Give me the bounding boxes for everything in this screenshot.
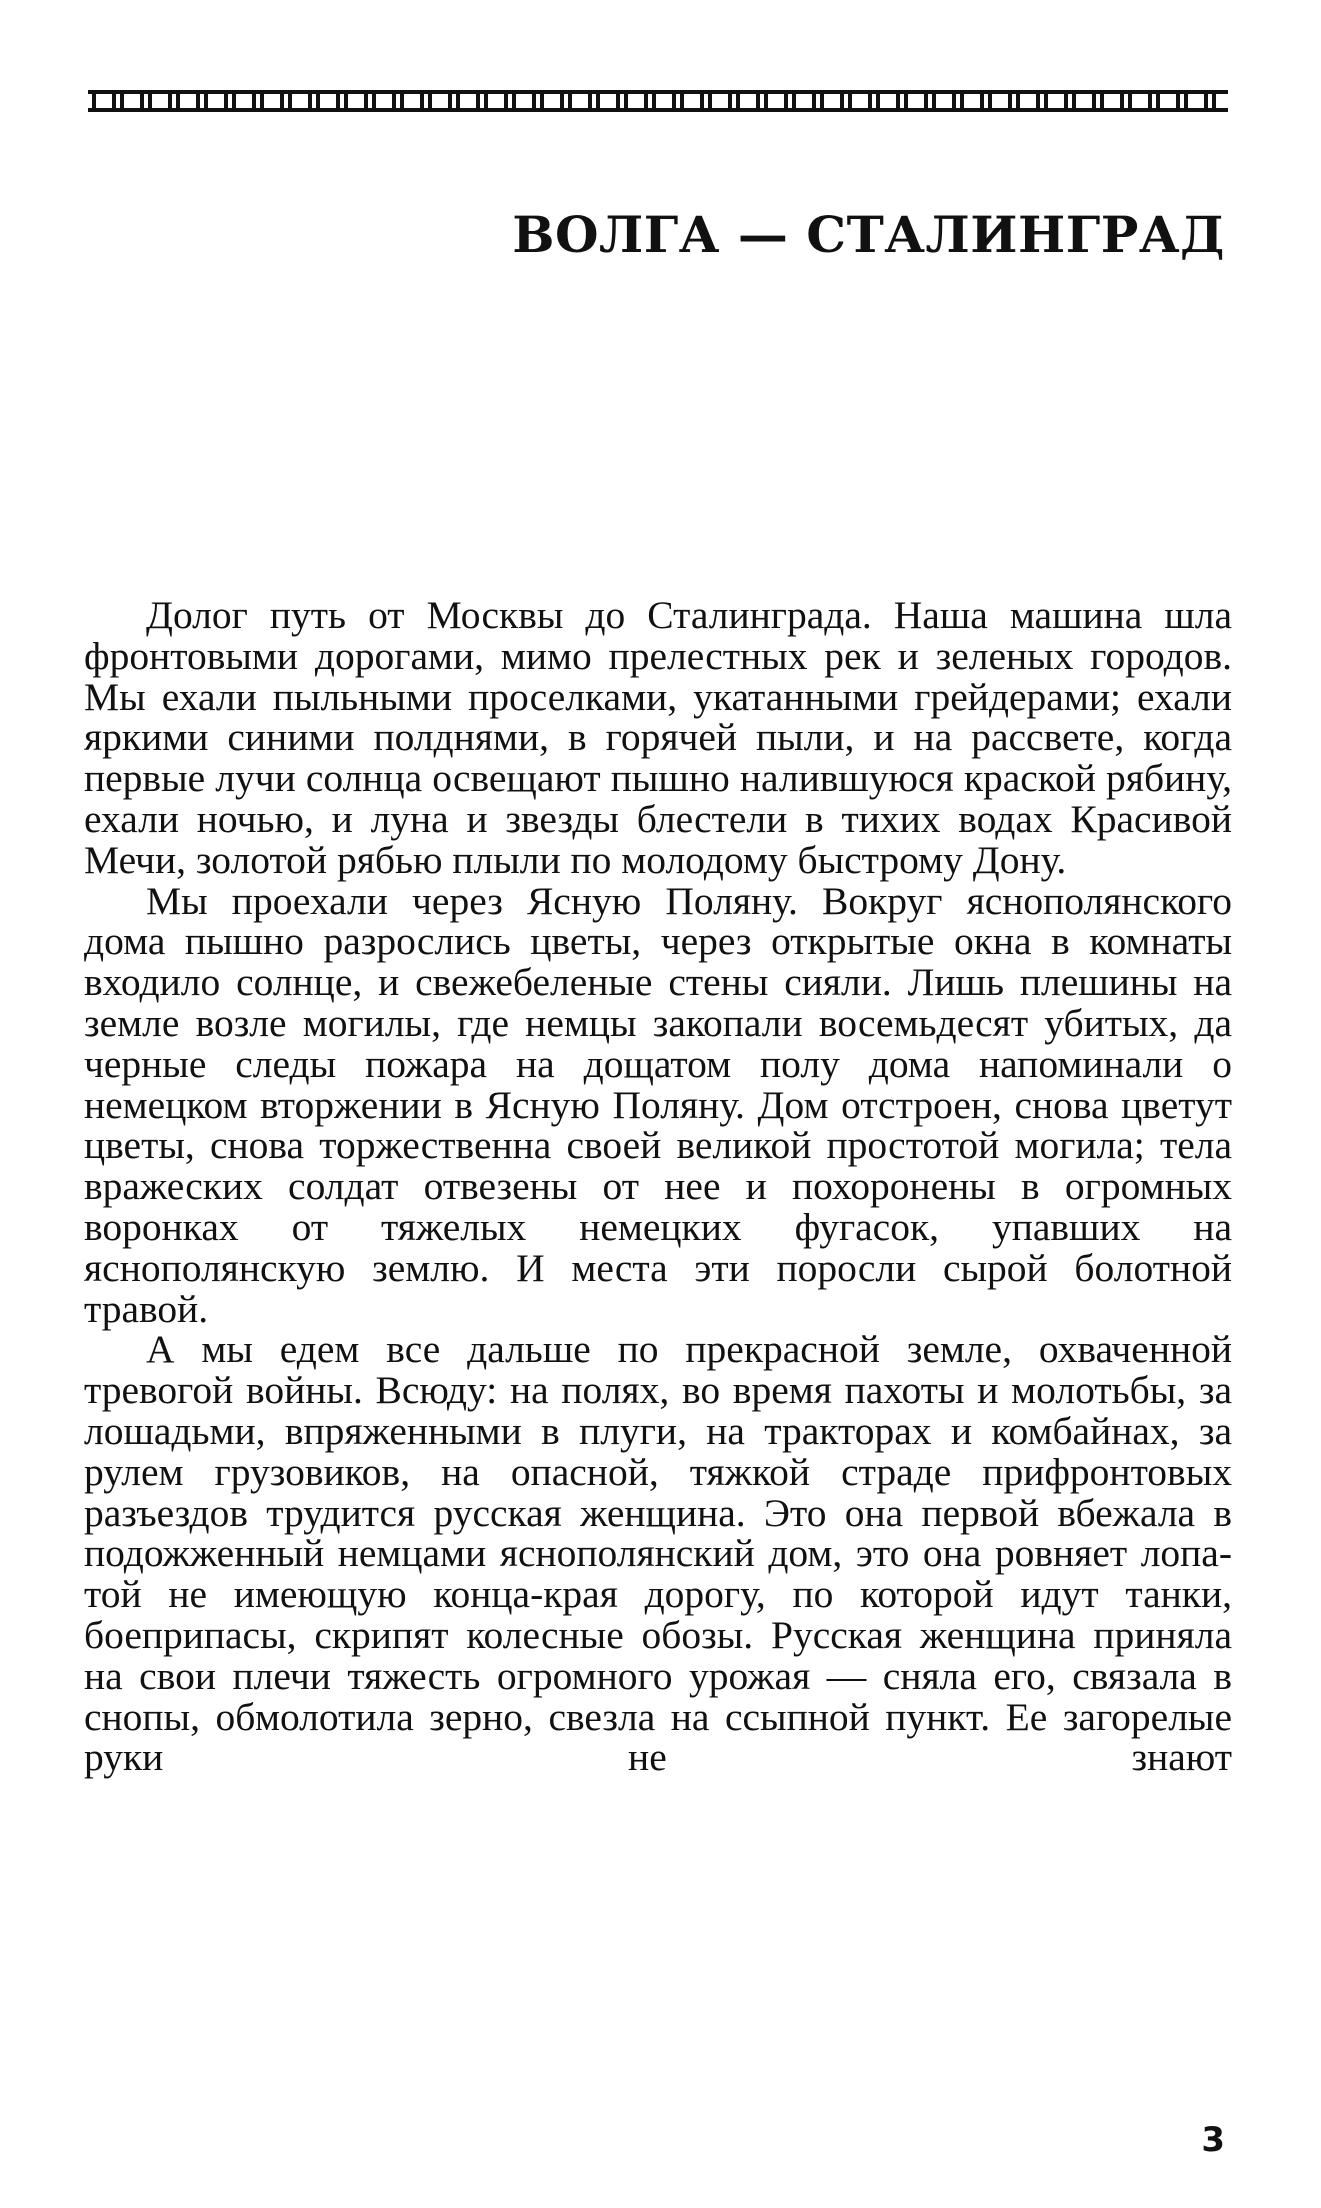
page-number: 3 — [1201, 2120, 1225, 2160]
chapter-title: ВОЛГА — СТАЛИНГРАД — [512, 205, 1225, 264]
paragraph: А мы едем все дальше по прекрасной земле, охваченной тревогой войны. Всюду: на полях, во время пахоты и молотьбы, за лошадьми, впряженными в плуги, на тракторах и комбайнах, за рулем грузовиков, на опасной, тяжкой страде прифронтовых разъездов трудится русская женщина. Это она первой вбежала в подожженный немцами яснополянский дом, это она ровняет лопатой не имеющую конца-края дорогу, по которой идут танки, боеприпасы, скрипят колесные обозы. Русская женщина приняла на свои плечи тяжесть огромного урожая — сняла его, связала в снопы, обмолотила зерно, свезла на ссыпной пункт. Ее загорелые руки не знают — [84, 1327, 1232, 1780]
body-text — [84, 595, 1232, 1778]
paragraph: Мы проехали через Ясную Поляну. Вокруг яснополянского дома пышно разрослись цветы, через открытые окна в комнаты входило солнце, и свежебеленые стены сияли. Лишь плешины на земле возле могилы, где немцы закопали восемьдесят убитых, да черные следы пожара на дощатом полу дома напоминали о немецком вторжении в Ясную Поляну. Дом отстроен, снова цветут цветы, снова торжественна своей великой простотой могила; тела вражеских солдат отвезены от нее и похоронены в огромных воронках от тяжелых немецких фугасок, упавших на яснополянскую землю. И места эти поросли сырой болотной травой. — [84, 878, 1232, 1331]
decorative-border — [88, 90, 1228, 112]
paragraph: Долог путь от Москвы до Сталинграда. Наша машина шла фронтовыми дорогами, мимо прелестных рек и зеленых городов. Мы ехали пыльными проселками, укатанными грейдерами; ехали яркими синими полднями, в горячей пыли, и на рассвете, когда первые лучи солнца освещают пышно налившуюся краской рябину, ехали ночью, и луна и звезды блестели в тихих водах Красивой Мечи, золотой рябью плыли по молодому быстрому Дону. — [84, 593, 1232, 882]
